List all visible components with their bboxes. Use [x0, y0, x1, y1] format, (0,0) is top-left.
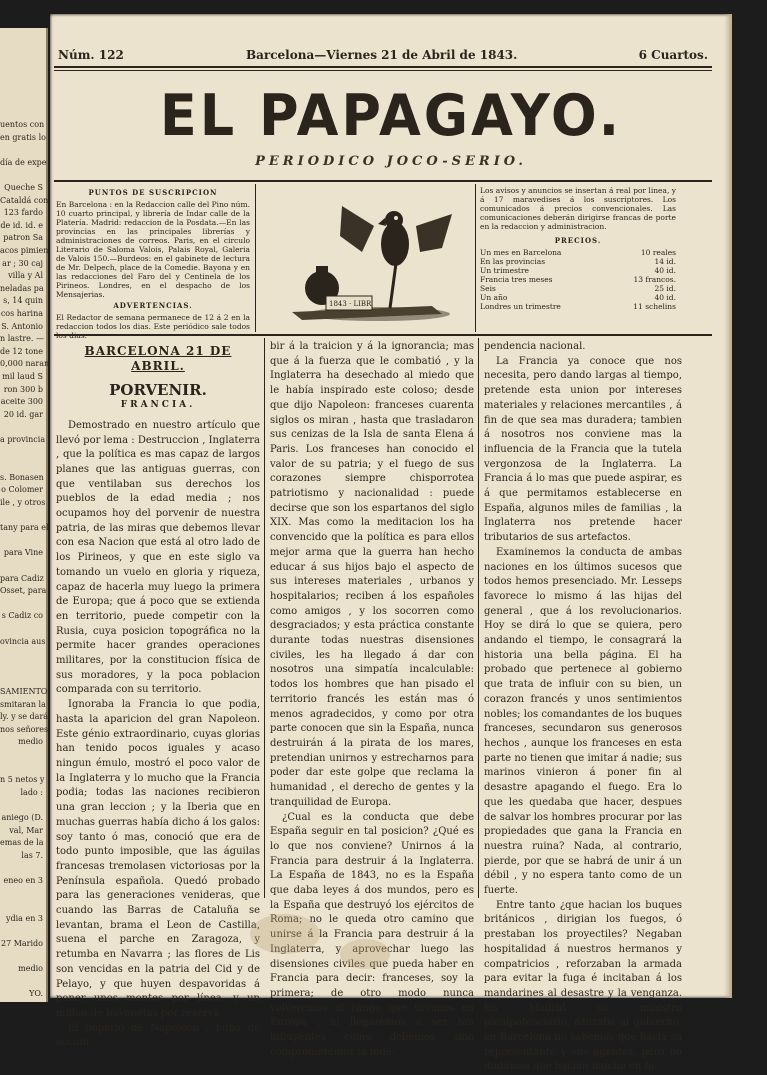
adjacent-page-line: val, Mar [9, 825, 43, 835]
column-2 [270, 340, 474, 1058]
adjacent-page-line: de 12 tone [0, 346, 44, 356]
header-rule-thin [54, 70, 712, 71]
column-divider [264, 338, 265, 898]
adjacent-page-line: 0,000 naran [0, 359, 50, 369]
col2-paragraph: ¿Cual es la conducta que debe España seguir en tal posicion? ¿Qué es lo que nos conviene? Unirnos á la Francia para destruir á la Inglaterra. La España de 1843, no es la España que daba leyes á dos mundos, pero es la España que destruyó los ejércitos de Roma; no le queda otro camino que unirse á la Francia para destruir á la Inglaterra, y aprovechar luego las disensiones civiles que pueda haber en Francia para decir: franceses, soy la primera; de otro modo nunca volveremos al rango que tuvimos en Europa , ni llegaremos á ser tan influyentes como debemos sino comprometemos la inde- [270, 811, 474, 1058]
article-title: PORVENIR. [109, 381, 207, 400]
adjacent-page [0, 28, 48, 1002]
adjacent-page-line: ile , y otros [0, 498, 46, 507]
price-value: 25 id. [654, 284, 676, 293]
adjacent-page-line: aceite 300 [0, 397, 43, 407]
adjacent-page-line: mil laud S [2, 372, 43, 381]
adjacent-page-line: ovincia aus [0, 636, 46, 646]
column-divider [478, 338, 479, 898]
adjacent-page-line: villa y Al [8, 271, 43, 281]
newspaper-page [50, 14, 732, 1073]
adjacent-page-line: tany para el [0, 523, 49, 533]
adjacent-page-line: ar ; 30 caj [2, 258, 43, 268]
header-rule [54, 66, 712, 68]
adjacent-page-line: 27 Marido [0, 939, 43, 948]
adjacent-page-line: para Cadiz [0, 573, 44, 583]
adjacent-page-line: Cataldá con [0, 195, 49, 205]
adjacent-page-line: 123 fardo [3, 208, 43, 218]
adjacent-page-line: ly. y se dará [0, 712, 49, 722]
adjacent-page-line: eneo en 3 [3, 876, 43, 885]
adjacent-page-line: SAMIENTO [0, 687, 48, 696]
masthead-divider-right [475, 184, 476, 332]
adjacent-page-line: 20 id. gar [3, 409, 43, 419]
adjacent-page-line: S. Antonio [1, 321, 43, 331]
subscription-heading: PUNTOS DE SUSCRIPCION [88, 188, 218, 197]
adjacent-page-line: ron 300 b [3, 384, 43, 394]
price-row [480, 275, 676, 284]
column-1 [56, 340, 260, 1049]
adjacent-page-line: s Cadiz co [1, 611, 43, 621]
section-heading: BARCELONA 21 DE ABRIL. [84, 344, 232, 373]
adjacent-page-line: de id. id. e [0, 220, 43, 230]
adjacent-page-line: Osset, para [0, 586, 47, 596]
masthead-title: EL PAPAGAYO. [159, 82, 623, 149]
price-row [480, 293, 676, 302]
col3-paragraph: pendencia nacional. [484, 341, 586, 352]
price-row [480, 284, 676, 293]
subscription-box [56, 186, 250, 340]
price-value: 40 id. [654, 266, 676, 275]
adjacent-page-line: smitaran la [0, 699, 46, 709]
col3-paragraph: Entre tanto ¿que hacian los buques británicos , dirigian los fuegos, ó prestaban los proyectiles? Negaban hospitalidad á nuestros hermanos y compatricios , reforzaban la armada para evitar la fuga é incitaban á los mandarines al desastre y la venganza. En Madrid su ministro plenipotenciario, azuzaba al gobierno: en Barcelona no sabemos que hacia su representante y sus agentes, pero no dudamos que hacian mucho en fa- [484, 899, 682, 1073]
adjacent-page-line: o Colomer [1, 485, 43, 495]
adjacent-page-line: s. Bonasen [0, 472, 44, 482]
adjacent-page-line: lado : [20, 787, 43, 797]
price-value: 40 id. [654, 293, 676, 302]
adjacent-page-line: n 5 netos y [0, 775, 45, 785]
masthead-rule [54, 180, 712, 182]
price-row [480, 266, 676, 275]
issue-date: Barcelona—Viernes 21 de Abril de 1843. [246, 48, 518, 62]
adjacent-page-line: Queche S [4, 183, 43, 192]
body-rule [54, 334, 712, 336]
adjacent-page-line: acos pimien [0, 246, 49, 255]
price-value: 14 id. [654, 257, 676, 266]
warnings-text: El Redactor de semana permanece de 12 á 2 en la redaccion todos los dias. Este periódico sale todos los dias. [56, 313, 250, 340]
svg-text:1843 · LIBR: 1843 · LIBR [329, 300, 372, 308]
adjacent-page-line: las 7. [21, 850, 43, 860]
adjacent-page-line: aniego (D. [1, 813, 43, 822]
adjacent-page-line: YO. [29, 989, 43, 999]
adjacent-page-line: patron Sa [3, 233, 43, 243]
notices-text: Los avisos y anuncios se insertan á real por linea, y á 17 maravedises á los suscriptores. Los comunicados á precios convencionales. Las comunicaciones deberán dirigirse francas de porte en la redaccion y administracion. [480, 186, 676, 231]
price-label: Un trimestre [480, 266, 529, 275]
adjacent-page-line: para Vine [3, 548, 43, 558]
article-subtitle: FRANCIA. [120, 400, 196, 411]
adjacent-page-line: n lastre. — [0, 334, 44, 344]
adjacent-page-line: ydia en 3 [5, 913, 43, 923]
price-value: 10 reales [640, 248, 676, 257]
adjacent-page-line: emas de la [0, 838, 44, 848]
subscription-text: En Barcelona : en la Redaccion calle del Pino núm. 10 cuarto principal, y librería de Indar calle de la Platería. Madrid: redaccion de la Posdata.—En las provincias en las principales librerías y administraciones de correos. Paris, en el circulo Literario de Saloma Valois, Palais Royal, Galeria de Valois 150.—Burdeos: en el gabinete de lectura de Mr. Delpech, place de la Comedie. Bayona y en las redacciones del Faro del y Centinela de los Pirineos. Londres, en el despacho de los Mensajerias. [56, 200, 250, 299]
adjacent-page-line: día de expe [0, 157, 47, 167]
price-row [480, 248, 676, 257]
issue-header [50, 44, 732, 64]
price-value: 13 francos. [633, 275, 676, 284]
col1-paragraph: El imperio de Napoleon , hubo de sucum- [56, 1022, 260, 1049]
price-label: En las provincias [480, 257, 546, 266]
price-row [480, 302, 676, 311]
col2-paragraph: bir á la traicion y á la ignorancia; mas que á la fuerza que le combatió , y la Inglaterra ha desechado al miedo que le había inspirado este coloso; desde que dijo Napoleon: franceses cuarenta siglos os miran , hasta que trasladaron sus cenizas de la Isla de santa Elena á Paris. Los franceses han conocido el valor de su patria; y el fuego de sus corazones siempre chisporrotea patriotismo y nacionalidad : puede decirse que son los espartanos del siglo XIX. Mas como la meditacion los ha convencido que la política es para ellos mejor arma que la guerra han hecho educar á sus hijos bajo el aspecto de sus intereses materiales , urbanos y hospitalarios; reciben á los españoles como amigos , y los socorren como desgraciados; y esta práctica constante durante todas nuestras disensiones civiles, les ha llegado á dar con nosotros una simpatía incalculable: todos los hombres que han pisado el territorio francés les están mas ó menos agradecidos, y como por otra parte conocen que sin la España, nunca destruirán á la pirata de los mares, pretendian unirnos y estrecharnos para poder dar este golpe que reclama la humanidad , el derecho de gentes y la tranquilidad de Europa. [270, 341, 474, 808]
adjacent-page-line: s, 14 quin [3, 296, 43, 306]
parrot-vignette-icon [282, 196, 452, 324]
issue-number: Núm. 122 [58, 48, 124, 62]
paper-stain [340, 939, 390, 969]
col3-paragraph: La Francia ya conoce que nos necesita, pero dando largas al tiempo, pretende esta union por intereses materiales y relaciones mercantiles , á fin de que sea mas duradera; tambien á nosotros nos conviene mas la influencia de la Francia que la tutela vergonzosa de la Inglaterra. La Francia á lo mas que puede aspirar, es á que permitamos establecerse en España, algunos miles de familias , la Inglaterra nos pretende hacer tributarios de sus artefactos. [484, 355, 682, 544]
col1-paragraph: Ignoraba la Francia lo que podia, hasta la aparicion del gran Napoleon. Este génio extraordinario, cuyas glorias han tenido pocos iguales y acaso ningun émulo, mostró el poco valor de la Inglaterra y lo mucho que la Francia podia; todas las naciones recibieron una gran leccion ; y la Iberia que en muchas guerras había dicho á los galos: soy tanto ó mas, conoció que era de todo punto imposible, que las águilas francesas tremolasen victoriosas por la Península española. Quedó probado para las generaciones venideras, que cuando las Barras de Cataluña se levantan, brama el Leon de Castilla, suena el parche en Zaragoza, y retumba en Navarra ; las flores de Lis son vencidas en la patria del Cid y de Pelayo, y que huyen despavoridas á poner unos montes por línea, y un millon de bayonetas por reserva. [56, 699, 260, 1019]
warnings-heading: ADVERTENCIAS. [113, 301, 193, 310]
price-label: Un mes en Barcelona [480, 248, 562, 257]
adjacent-page-line: a provincia [0, 435, 46, 444]
price-label: Francia tres meses [480, 275, 553, 284]
column-3 [484, 340, 682, 1073]
prices-heading: PRECIOS. [554, 236, 602, 245]
notices-box [480, 186, 676, 330]
price-label: Un año [480, 293, 508, 302]
adjacent-page-line: cos harina [0, 309, 43, 318]
col3-paragraph: Examinemos la conducta de ambas naciones en los últimos sucesos que todos hemos presenciado. Mr. Lesseps favorece lo mismo á las hijas del general , que á los revolucionarios. Hoy se dirá lo que se quiera, pero andando el tiempo, le consagrará la historia una bella página. El ha probado que pertenece al gobierno que trata de influir con su bien, un corazon francés y unos sentimientos nobles; los comandantes de los buques franceses, secundaron sus generosos hechos , aunque los franceses en esta parte no tienen que imitar á nadie; sus marinos vinieron á poner fin al desastre apagando el fuego. Era lo que les quedaba que hacer, despues de salvar los hombres procurar por las propiedades que gana la Francia en nuestra ruina? Nada, al contrario, pierde, por que se habrá de unir á un débil , y no espera tanto como de un fuerte. [484, 546, 682, 897]
adjacent-page-line: en gratis lo [0, 132, 46, 142]
price-value: 11 schelins [633, 302, 676, 311]
price-label: Londres un trimestre [480, 302, 561, 311]
adjacent-page-line: nos señores [0, 724, 49, 734]
masthead-subtitle: PERIODICO JOCO-SERIO. [255, 154, 527, 169]
masthead-divider-left [255, 184, 256, 332]
adjacent-page-line: uentos con [0, 120, 45, 129]
col1-paragraph: Demostrado en nuestro artículo que llevó por lema : Destruccion , Inglaterra , que la política es mas capaz de largos planes que las antiguas guerras, con que ventilaban sus derechos los pueblos de la edad media ; nos ocupamos hoy del porvenir de nuestra patria, de las miras que debemos llevar con esa Nacion que está al otro lado de los Pirineos, y que en este siglo va tomando un vuelo en gloria y riqueza, capaz de hacerla muy luego la primera de Europa; que á poco que se extienda en territorio, puede competir con la Rusia, cuya posicion topográfica no la permite hacer grandes operaciones militares, por la constitucion física de sus moradores, y la poca poblacion comparada con su territorio. [56, 419, 260, 696]
adjacent-page-line: medio [18, 964, 43, 974]
issue-price: 6 Cuartos. [638, 48, 708, 62]
price-label: Seis [480, 284, 496, 293]
adjacent-page-line: neladas pa [0, 283, 44, 293]
price-row [480, 257, 676, 266]
paper-stain [250, 914, 320, 954]
adjacent-page-line: medio [18, 737, 43, 747]
